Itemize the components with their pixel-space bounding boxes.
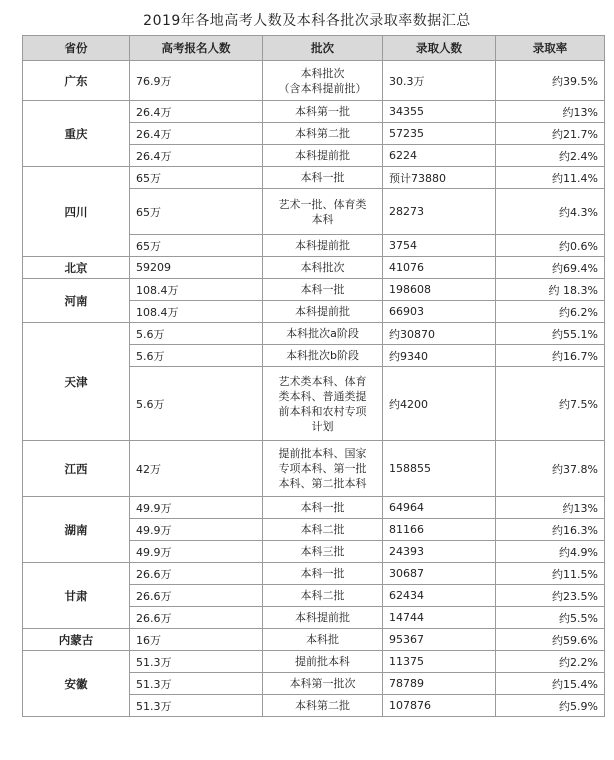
- applicants-cell: 76.9万: [130, 61, 263, 101]
- table-row: [23, 61, 605, 101]
- batch-cell: 本科第一批: [263, 101, 383, 123]
- batch-cell: 本科三批: [263, 541, 383, 563]
- province-cell: 内蒙古: [23, 629, 130, 651]
- rate-cell: 约6.2%: [496, 301, 605, 323]
- applicants-cell: 26.6万: [130, 585, 263, 607]
- batch-cell: [263, 441, 383, 497]
- admitted-cell: 62434: [383, 585, 496, 607]
- admitted-cell: 3754: [383, 235, 496, 257]
- applicants-cell: 26.4万: [130, 123, 263, 145]
- applicants-cell: 65万: [130, 167, 263, 189]
- applicants-cell: 26.4万: [130, 101, 263, 123]
- batch-cell: [263, 367, 383, 441]
- admitted-cell: 198608: [383, 279, 496, 301]
- applicants-cell: 5.6万: [130, 367, 263, 441]
- applicants-cell: 5.6万: [130, 323, 263, 345]
- table-row: [23, 279, 605, 301]
- province-cell: 湖南: [23, 497, 130, 563]
- applicants-cell: 59209: [130, 257, 263, 279]
- province-cell: 北京: [23, 257, 130, 279]
- batch-cell: [263, 189, 383, 235]
- batch-cell: 本科批: [263, 629, 383, 651]
- rate-cell: 约2.4%: [496, 145, 605, 167]
- batch-cell: 本科批次a阶段: [263, 323, 383, 345]
- batch-cell: 提前批本科: [263, 651, 383, 673]
- province-cell: 重庆: [23, 101, 130, 167]
- province-cell: 安徽: [23, 651, 130, 717]
- batch-line: （含本科提前批）: [278, 81, 367, 95]
- batch-cell: 本科批次: [263, 257, 383, 279]
- table-row: [23, 497, 605, 519]
- admitted-cell: 30687: [383, 563, 496, 585]
- rate-cell: 约39.5%: [496, 61, 605, 101]
- rate-cell: 约23.5%: [496, 585, 605, 607]
- rate-cell: 约4.3%: [496, 189, 605, 235]
- rate-cell: 约11.5%: [496, 563, 605, 585]
- batch-line: 计划: [311, 419, 334, 433]
- province-cell: 甘肃: [23, 563, 130, 629]
- admitted-cell: 66903: [383, 301, 496, 323]
- province-cell: 江西: [23, 441, 130, 497]
- batch-line: 艺术一批、体育类: [278, 197, 367, 211]
- table-row: [23, 167, 605, 189]
- applicants-cell: 65万: [130, 189, 263, 235]
- admitted-cell: 约9340: [383, 345, 496, 367]
- batch-line: 本科: [311, 212, 334, 226]
- applicants-cell: 26.4万: [130, 145, 263, 167]
- table-row: [23, 257, 605, 279]
- rate-cell: 约2.2%: [496, 651, 605, 673]
- header-province: 省份: [23, 36, 130, 61]
- header-rate: 录取率: [496, 36, 605, 61]
- table-row: [23, 323, 605, 345]
- admitted-cell: 30.3万: [383, 61, 496, 101]
- batch-cell: 本科提前批: [263, 301, 383, 323]
- table-row: [23, 563, 605, 585]
- batch-cell: 本科二批: [263, 519, 383, 541]
- rate-cell: 约4.9%: [496, 541, 605, 563]
- batch-cell: 本科一批: [263, 279, 383, 301]
- applicants-cell: 49.9万: [130, 541, 263, 563]
- rate-cell: 约15.4%: [496, 673, 605, 695]
- admitted-cell: 6224: [383, 145, 496, 167]
- batch-line: 前本科和农村专项: [278, 404, 367, 418]
- rate-cell: 约13%: [496, 101, 605, 123]
- table-row: [23, 651, 605, 673]
- applicants-cell: 26.6万: [130, 607, 263, 629]
- batch-cell: 本科提前批: [263, 145, 383, 167]
- batch-cell: 本科批次b阶段: [263, 345, 383, 367]
- applicants-cell: 26.6万: [130, 563, 263, 585]
- batch-line: 类本科、普通类提: [278, 389, 367, 403]
- province-cell: 广东: [23, 61, 130, 101]
- batch-line: 专项本科、第一批: [278, 462, 367, 475]
- header-applicants: 高考报名人数: [130, 36, 263, 61]
- applicants-cell: 51.3万: [130, 651, 263, 673]
- rate-cell: 约11.4%: [496, 167, 605, 189]
- admitted-cell: 24393: [383, 541, 496, 563]
- applicants-cell: 42万: [130, 441, 263, 497]
- rate-cell: 约55.1%: [496, 323, 605, 345]
- applicants-cell: 49.9万: [130, 497, 263, 519]
- applicants-cell: 108.4万: [130, 301, 263, 323]
- table-row: [23, 101, 605, 123]
- header-row: [23, 36, 605, 61]
- admitted-cell: 34355: [383, 101, 496, 123]
- batch-cell: 本科提前批: [263, 235, 383, 257]
- batch-cell: 本科提前批: [263, 607, 383, 629]
- rate-cell: 约5.5%: [496, 607, 605, 629]
- rate-cell: 约13%: [496, 497, 605, 519]
- rate-cell: 约59.6%: [496, 629, 605, 651]
- rate-cell: 约21.7%: [496, 123, 605, 145]
- batch-line: 艺术类本科、体育: [278, 374, 367, 388]
- header-batch: 批次: [263, 36, 383, 61]
- batch-line: 本科、第二批本科: [278, 477, 367, 490]
- admitted-cell: 28273: [383, 189, 496, 235]
- applicants-cell: 51.3万: [130, 695, 263, 717]
- admitted-cell: 81166: [383, 519, 496, 541]
- batch-cell: [263, 61, 383, 101]
- admitted-cell: 预计73880: [383, 167, 496, 189]
- applicants-cell: 65万: [130, 235, 263, 257]
- admitted-cell: 158855: [383, 441, 496, 497]
- admitted-cell: 107876: [383, 695, 496, 717]
- batch-cell: 本科一批: [263, 497, 383, 519]
- admitted-cell: 57235: [383, 123, 496, 145]
- province-cell: 河南: [23, 279, 130, 323]
- admission-table: [22, 35, 605, 717]
- applicants-cell: 49.9万: [130, 519, 263, 541]
- admitted-cell: 14744: [383, 607, 496, 629]
- admitted-cell: 11375: [383, 651, 496, 673]
- admitted-cell: 95367: [383, 629, 496, 651]
- header-admitted: 录取人数: [383, 36, 496, 61]
- rate-cell: 约5.9%: [496, 695, 605, 717]
- admitted-cell: 64964: [383, 497, 496, 519]
- province-cell: 天津: [23, 323, 130, 441]
- table-title: 2019年各地高考人数及本科各批次录取率数据汇总: [143, 13, 471, 29]
- batch-line: 本科批次: [300, 66, 345, 80]
- batch-cell: 本科一批: [263, 167, 383, 189]
- batch-line: 提前批本科、国家: [278, 447, 367, 460]
- rate-cell: 约0.6%: [496, 235, 605, 257]
- applicants-cell: 5.6万: [130, 345, 263, 367]
- applicants-cell: 51.3万: [130, 673, 263, 695]
- rate-cell: 约16.7%: [496, 345, 605, 367]
- admitted-cell: 78789: [383, 673, 496, 695]
- table-row: [23, 629, 605, 651]
- rate-cell: 约69.4%: [496, 257, 605, 279]
- applicants-cell: 108.4万: [130, 279, 263, 301]
- table-row: [23, 441, 605, 497]
- rate-cell: 约 18.3%: [496, 279, 605, 301]
- rate-cell: 约7.5%: [496, 367, 605, 441]
- rate-cell: 约16.3%: [496, 519, 605, 541]
- admitted-cell: 约4200: [383, 367, 496, 441]
- admitted-cell: 约30870: [383, 323, 496, 345]
- batch-cell: 本科第一批次: [263, 673, 383, 695]
- province-cell: 四川: [23, 167, 130, 257]
- rate-cell: 约37.8%: [496, 441, 605, 497]
- batch-cell: 本科第二批: [263, 123, 383, 145]
- batch-cell: 本科一批: [263, 563, 383, 585]
- batch-cell: 本科第二批: [263, 695, 383, 717]
- applicants-cell: 16万: [130, 629, 263, 651]
- admitted-cell: 41076: [383, 257, 496, 279]
- batch-cell: 本科二批: [263, 585, 383, 607]
